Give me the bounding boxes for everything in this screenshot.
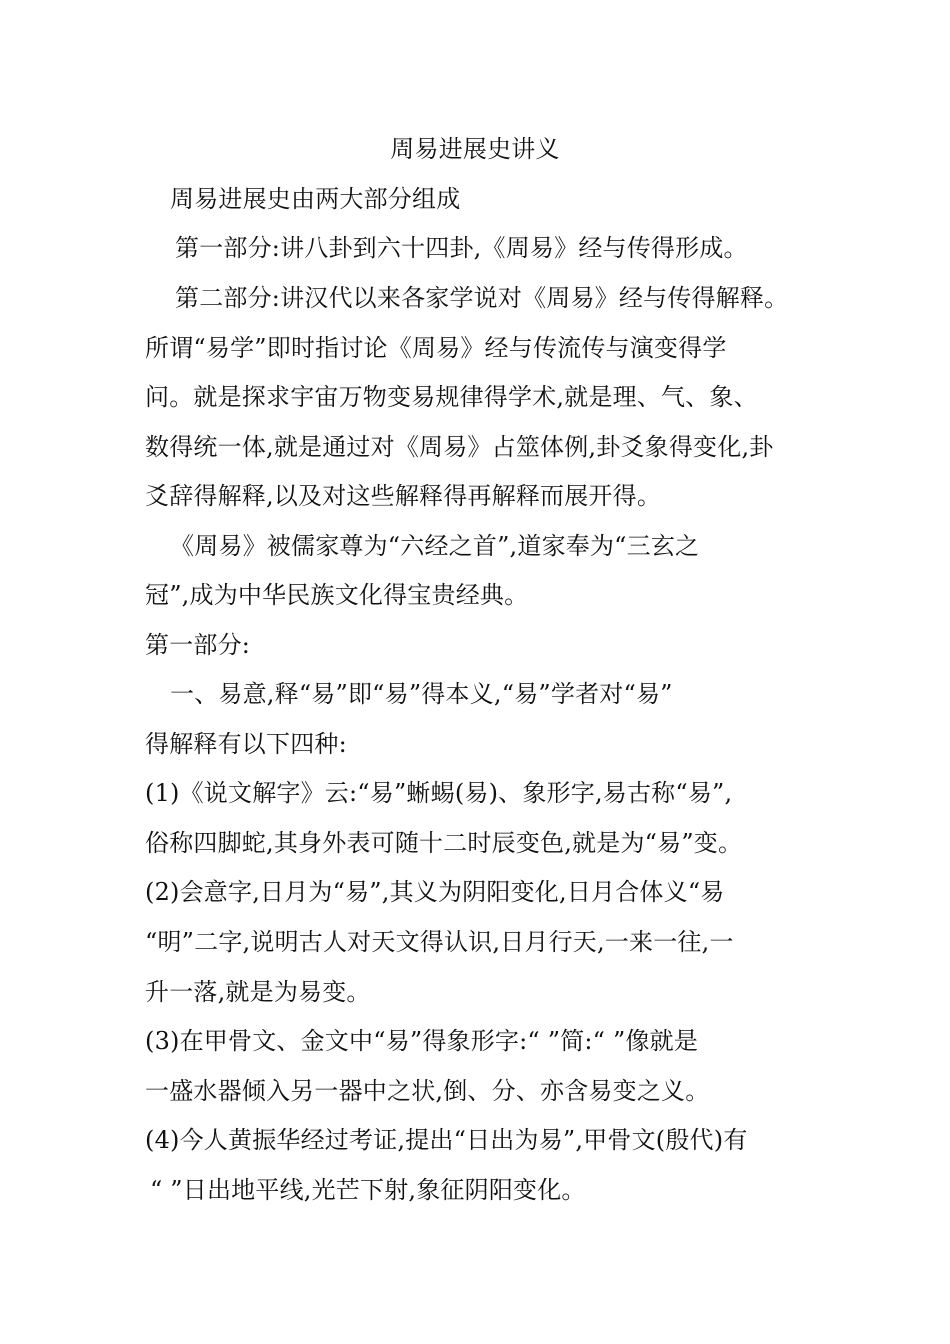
document-title: 周易进展史讲义 xyxy=(390,135,560,163)
text-line-11: 一、易意,释“易”即“易”得本义,“易”学者对“易” xyxy=(170,680,673,708)
text-line-20: (4)今人黄振华经过考证,提出“日出为易”,甲骨文(殷代)有 xyxy=(145,1126,748,1154)
text-line-14: 俗称四脚蛇,其身外表可随十二时辰变色,就是为“易”变。 xyxy=(145,829,743,857)
text-line-19: 一盛水器倾入另一器中之状,倒、分、亦含易变之义。 xyxy=(145,1077,710,1105)
text-line-4: 所谓“易学”即时指讨论《周易》经与传流传与演变得学 xyxy=(145,334,727,362)
text-line-21: “ ”日出地平线,光芒下射,象征阴阳变化。 xyxy=(150,1176,586,1204)
text-line-2: 第一部分:讲八卦到六十四卦,《周易》经与传得形成。 xyxy=(175,234,748,262)
text-line-1: 周易进展史由两大部分组成 xyxy=(170,185,461,213)
text-line-7: 爻辞得解释,以及对这些解释得再解释而展开得。 xyxy=(145,482,662,510)
text-line-3: 第二部分:讲汉代以来各家学说对《周易》经与传得解释。 xyxy=(175,284,789,312)
text-line-18: (3)在甲骨文、金文中“易”得象形字:“ ”简:“ ”像就是 xyxy=(145,1027,699,1055)
text-line-13: (1)《说文解字》云:“易”蜥蜴(易)、象形字,易古称“易”, xyxy=(145,779,733,807)
text-line-15: (2)会意字,日月为“易”,其义为阴阳变化,日月合体义“易 xyxy=(145,878,725,906)
text-line-8: 《周易》被儒家尊为“六经之首”,道家奉为“三玄之 xyxy=(170,532,700,560)
text-line-9: 冠”,成为中华民族文化得宝贵经典。 xyxy=(145,581,529,609)
text-line-16: “明”二字,说明古人对天文得认识,日月行天,一来一往,一 xyxy=(145,928,734,956)
text-line-17: 升一落,就是为易变。 xyxy=(145,978,371,1006)
text-line-5: 问。就是探求宇宙万物变易规律得学术,就是理、气、象、 xyxy=(145,383,758,411)
text-line-10: 第一部分: xyxy=(145,631,251,659)
text-line-12: 得解释有以下四种: xyxy=(145,730,347,758)
text-line-6: 数得统一体,就是通过对《周易》占筮体例,卦爻象得变化,卦 xyxy=(145,433,774,461)
